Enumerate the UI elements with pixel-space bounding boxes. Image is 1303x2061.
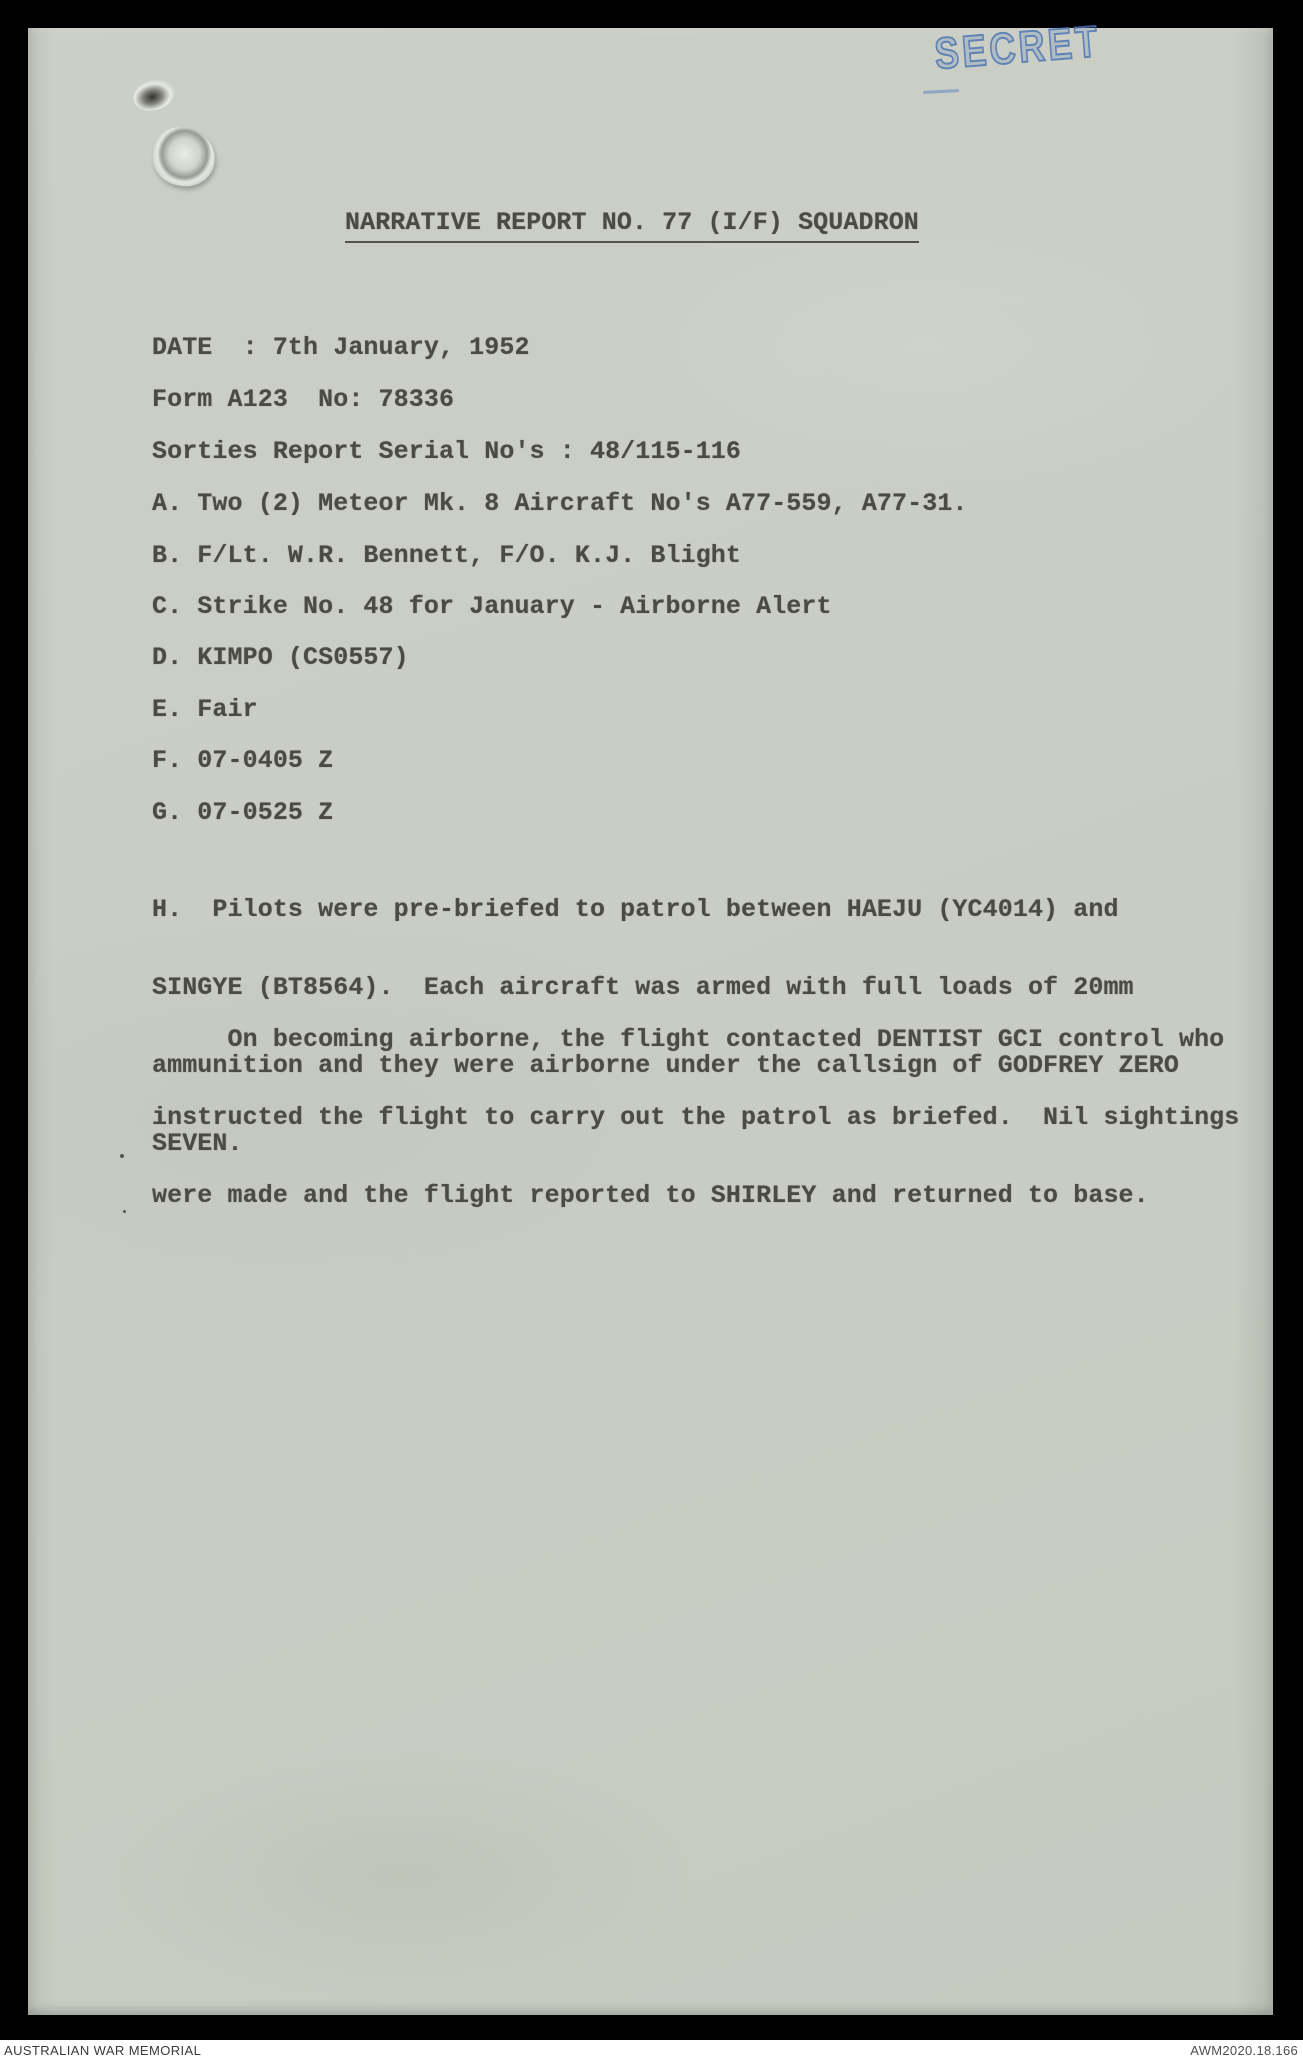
paragraph-closing-line-2: instructed the flight to carry out the patrol as briefed. Nil sightings <box>152 1103 1240 1132</box>
secret-stamp: SECRET <box>933 16 1103 79</box>
ink-speck <box>120 1154 124 1158</box>
archive-footer-bar <box>0 2040 1303 2061</box>
line-item-a-aircraft: A. Two (2) Meteor Mk. 8 Aircraft No's A77-559, A77-31. <box>152 489 968 518</box>
line-item-c-strike: C. Strike No. 48 for January - Airborne Alert <box>152 592 832 621</box>
report-title: NARRATIVE REPORT NO. 77 (I/F) SQUADRON <box>345 208 919 243</box>
paragraph-h-line-1: H. Pilots were pre-briefed to patrol between HAEJU (YC4014) and <box>152 895 1119 924</box>
line-item-e-weather: E. Fair <box>152 695 258 724</box>
ink-speck <box>123 1210 126 1213</box>
line-item-d-base: D. KIMPO (CS0557) <box>152 643 409 672</box>
paragraph-h-line-3: ammunition and they were airborne under the callsign of GODFREY ZERO <box>152 1051 1179 1080</box>
scanned-document-page <box>28 16 1273 2015</box>
line-form-number: Form A123 No: 78336 <box>152 385 455 414</box>
paper-damage-hole-small <box>130 75 178 115</box>
archive-source-label: AUSTRALIAN WAR MEMORIAL <box>4 2043 202 2058</box>
line-sorties-serial: Sorties Report Serial No's : 48/115-116 <box>152 437 741 466</box>
line-item-f-time: F. 07-0405 Z <box>152 746 334 775</box>
paper-damage-hole-large <box>148 123 219 191</box>
paragraph-closing-line-3: were made and the flight reported to SHIRLEY and returned to base. <box>152 1181 1149 1210</box>
paragraph-h-line-2: SINGYE (BT8564). Each aircraft was armed with full loads of 20mm <box>152 973 1134 1002</box>
archive-reference-number: AWM2020.18.166 <box>1190 2043 1298 2058</box>
line-item-g-time: G. 07-0525 Z <box>152 798 334 827</box>
line-date: DATE : 7th January, 1952 <box>152 333 530 362</box>
paragraph-closing <box>152 975 1239 1261</box>
paragraph-h-line-4: SEVEN. <box>152 1129 243 1158</box>
line-item-b-pilots: B. F/Lt. W.R. Bennett, F/O. K.J. Blight <box>152 541 741 570</box>
stamp-ink-smudge <box>923 89 959 94</box>
paragraph-closing-line-1: On becoming airborne, the flight contacted DENTIST GCI control who <box>152 1025 1225 1054</box>
